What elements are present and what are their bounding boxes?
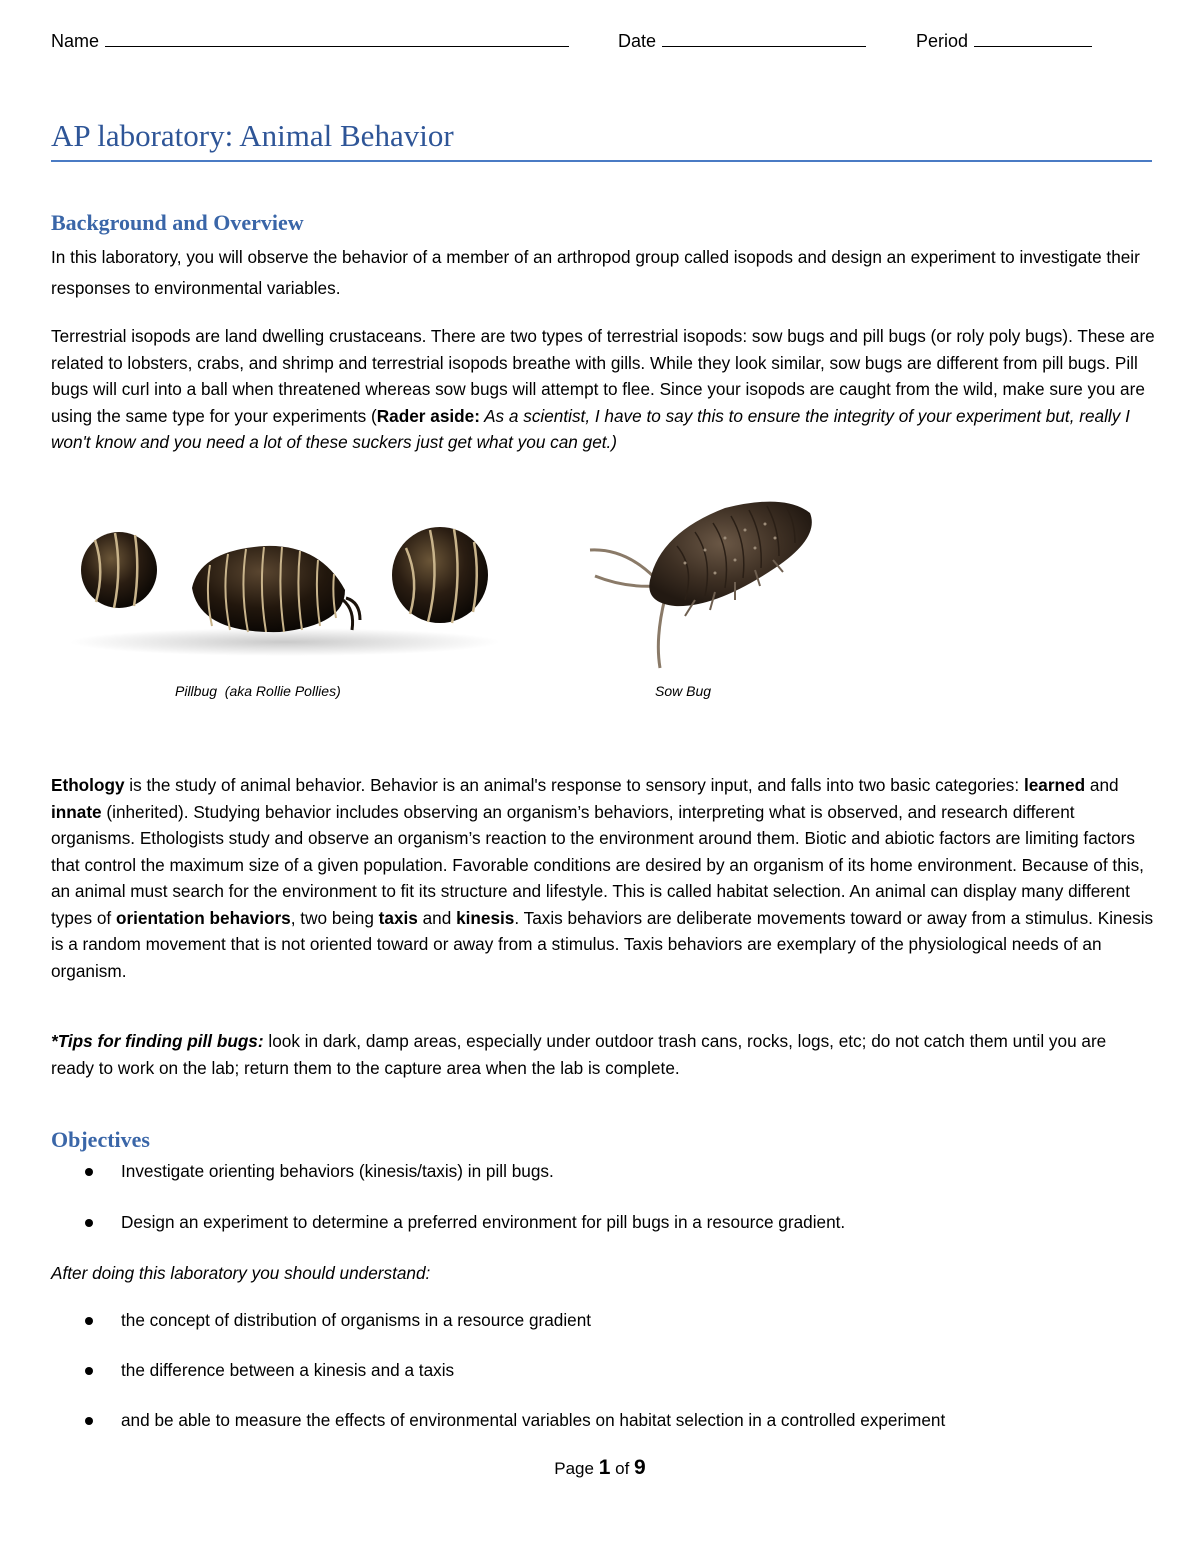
term-innate: innate: [51, 801, 102, 822]
date-label: Date: [618, 31, 657, 51]
term-orientation-behaviors: orientation behaviors: [115, 907, 291, 928]
tips-paragraph: [51, 1028, 1111, 1081]
bullet-icon: [85, 1417, 93, 1425]
document-title: AP laboratory: Animal Behavior: [51, 118, 454, 153]
bullet-icon: [85, 1317, 93, 1325]
ethology-paragraph: [51, 772, 1156, 984]
name-label: Name: [51, 31, 100, 51]
period-blank-line: [974, 30, 1092, 47]
understand-intro: [51, 1260, 1156, 1287]
term-ethology: Ethology: [51, 775, 125, 795]
ethology-text-4: , two being: [290, 907, 379, 928]
term-learned: learned: [1023, 775, 1086, 795]
title-divider: [51, 160, 1152, 162]
ethology-text-2: and: [1085, 775, 1119, 795]
pillbug-image: [60, 520, 500, 660]
background-heading: Background and Overview: [51, 210, 304, 235]
understand-item-3: and be able to measure the effects of environmental variables on habitat selection in a controlled experiment: [121, 1410, 946, 1430]
sowbug-image: [585, 488, 830, 673]
bullet-icon: [85, 1367, 93, 1375]
objective-2: Design an experiment to determine a preferred environment for pill bugs in a resource gradient.: [121, 1212, 846, 1232]
understand-item-2: the difference between a kinesis and a taxis: [121, 1360, 455, 1380]
page-word: Page: [554, 1459, 594, 1478]
sowbug-caption: Sow Bug: [655, 683, 712, 699]
name-field: [51, 30, 569, 52]
understand-item-1: the concept of distribution of organisms in a resource gradient: [121, 1310, 592, 1330]
period-field: [916, 30, 1092, 52]
date-blank-line: [662, 30, 866, 47]
page-number-footer: [0, 1456, 1200, 1480]
rader-aside-text: As a scientist, I have to say this to ensure the integrity of your experiment but, really I won't know and you need a lot of these suckers just get what you can get.): [51, 405, 1130, 452]
tips-label: *Tips for finding pill bugs:: [51, 1031, 264, 1051]
objective-1: Investigate orienting behaviors (kinesis/taxis) in pill bugs.: [121, 1161, 554, 1181]
name-blank-line: [105, 30, 569, 47]
understand-intro-text: After doing this laboratory you should understand:: [51, 1263, 431, 1283]
term-taxis: taxis: [378, 907, 418, 928]
background-paragraph-2: [51, 323, 1156, 456]
bullet-icon: [85, 1219, 93, 1227]
ethology-text-1: is the study of animal behavior. Behavior is an animal's response to sensory input, and falls into two basic categories:: [124, 775, 1024, 795]
date-field: [618, 30, 866, 52]
background-paragraph-1: In this laboratory, you will observe the behavior of a member of an arthropod group called isopods and design an experiment to investigate their responses to environmental variables.: [51, 247, 1140, 298]
pillbug-caption: Pillbug (aka Rollie Pollies): [175, 683, 341, 699]
current-page-number: 1: [598, 1456, 611, 1479]
tips-text: look in dark, damp areas, especially under outdoor trash cans, rocks, logs, etc; do not catch them until you are ready to work on the lab; return them to the capture area when the lab is complete.: [51, 1031, 1107, 1078]
of-word: of: [615, 1459, 630, 1478]
isopod-description: Terrestrial isopods are land dwelling crustaceans. There are two types of terrestrial isopods: sow bugs and pill bugs (or roly poly bugs). These are related to lobsters, crabs, and shrimp and terrestrial isopods breathe with gills. While they look similar, sow bugs are different from pill bugs. Pill bugs will curl into a ball when threatened whereas sow bugs will attempt to flee. Since your isopods are caught from the wild, make sure you are using the same type for your experiments (: [51, 326, 1155, 426]
ethology-text-6: . Taxis behaviors are deliberate movements toward or away from a stimulus. Kinesis is a random movement that is not oriented toward or away from a stimulus. Taxis behaviors are exemplary of the physiological needs of an organism.: [51, 907, 1154, 981]
total-page-number: 9: [634, 1456, 646, 1479]
period-label: Period: [916, 31, 969, 51]
ethology-text-5: and: [417, 907, 457, 928]
objectives-heading: Objectives: [51, 1127, 150, 1152]
bullet-icon: [85, 1168, 93, 1176]
rader-aside-label: Rader aside:: [376, 405, 480, 426]
term-kinesis: kinesis: [456, 907, 515, 928]
ethology-text-3: (inherited). Studying behavior includes observing an organism’s behaviors, interpreting what is observed, and research different organisms. Ethologists study and observe an organism’s reaction to the environment around them. Biotic and abiotic factors are limiting factors that control the maximum size of a given population. Favorable conditions are desired by an organism of its home environment. Because of this, an animal must search for the environment to fit its structure and lifestyle. This is called habitat selection. An animal can display many different types of: [51, 801, 1144, 928]
